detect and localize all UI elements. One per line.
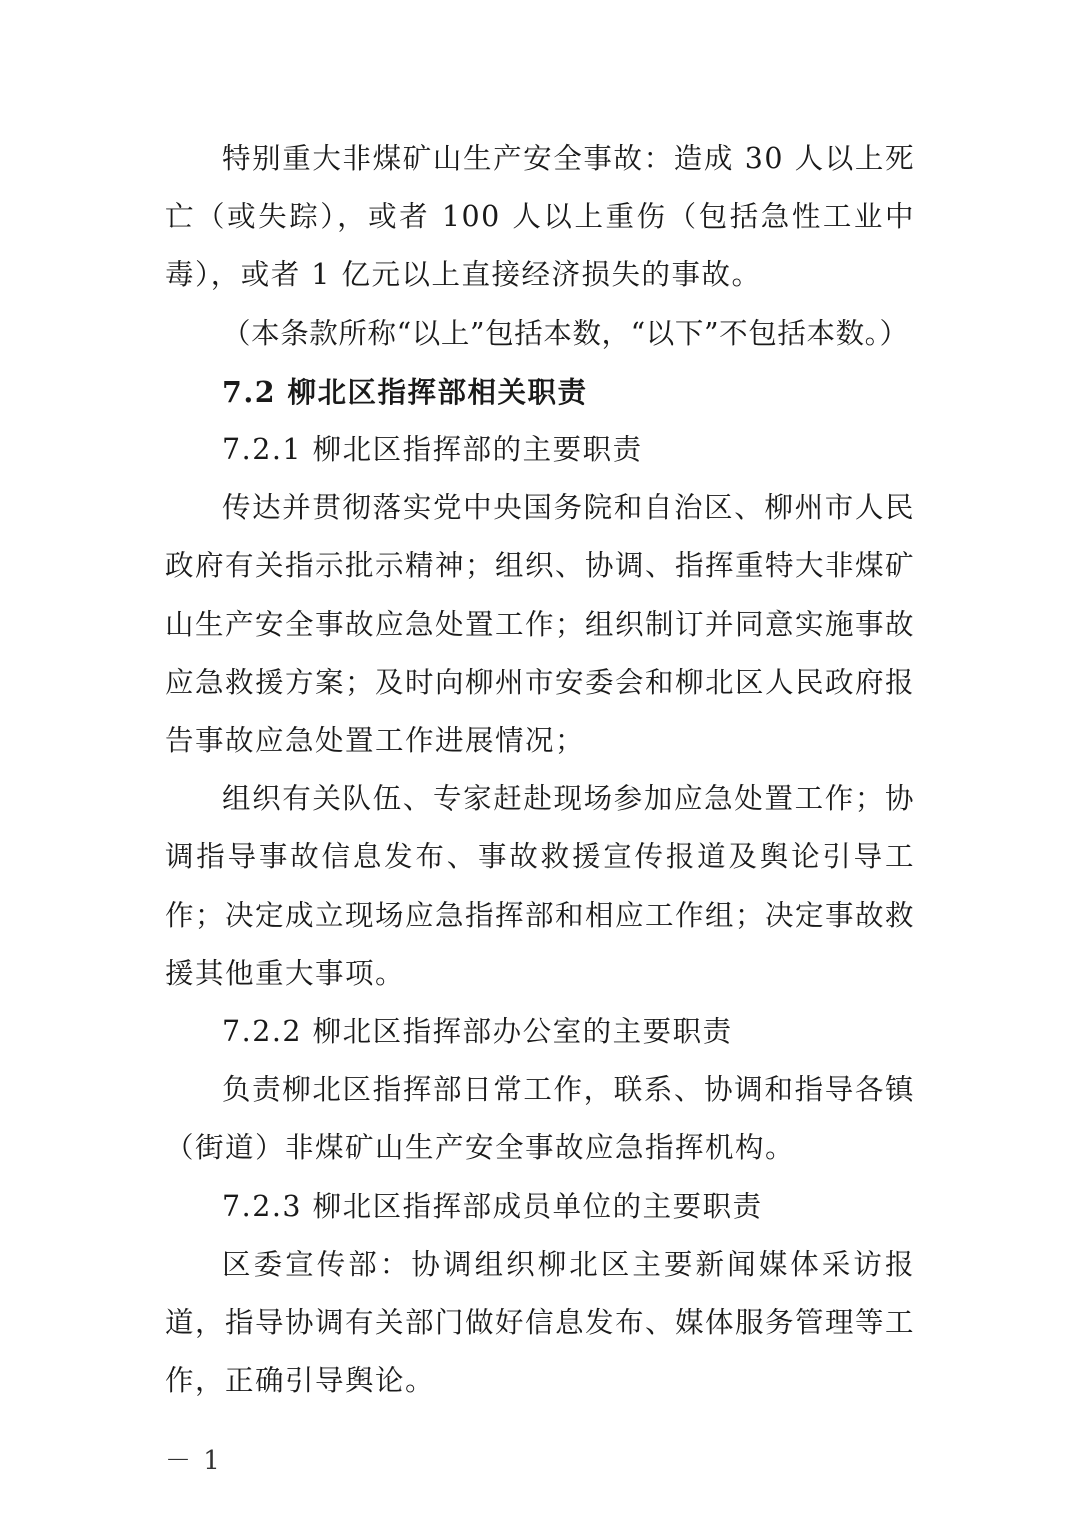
paragraph-major-accident-definition: 特别重大非煤矿山生产安全事故：造成 30 人以上死亡（或失踪），或者 100 人以上重伤（包括急性工业中毒），或者 1 亿元以上直接经济损失的事故。 [165,142,915,292]
paragraph-office-duties: 负责柳北区指挥部日常工作，联系、协调和指导各镇（街道）非煤矿山生产安全事故应急指挥机构。 [165,1073,915,1165]
subsection-heading-7-2-2: 7.2.2 柳北区指挥部办公室的主要职责 [222,1015,733,1049]
paragraph-publicity-duties: 区委宣传部：协调组织柳北区主要新闻媒体采访报道，指导协调有关部门做好信息发布、媒体服务管理等工作，正确引导舆论。 [165,1247,916,1398]
subsection-heading-7-2-3: 7.2.3 柳北区指挥部成员单位的主要职责 [222,1189,763,1223]
section-heading-7-2: 7.2 柳北区指挥部相关职责 [222,374,588,409]
paragraph-note: （本条款所称“以上”包括本数，“以下”不包括本数。） [222,316,909,350]
body-text [165,130,915,1410]
paragraph-command-duties-1: 传达并贯彻落实党中央国务院和自治区、柳州市人民政府有关指示批示精神；组织、协调、指挥重特大非煤矿山生产安全事故应急处置工作；组织制订并同意实施事故应急救援方案；及时向柳州市安委会和柳北区人民政府报告事故应急处置工作进展情况； [165,491,916,758]
page-number: － 1 [165,1446,222,1476]
paragraph-command-duties-2: 组织有关队伍、专家赶赴现场参加应急处置工作；协调指导事故信息发布、事故救援宣传报道及舆论引导工作；决定成立现场应急指挥部和相应工作组；决定事故救援其他重大事项。 [165,782,916,990]
subsection-heading-7-2-1: 7.2.1 柳北区指挥部的主要职责 [222,433,643,467]
